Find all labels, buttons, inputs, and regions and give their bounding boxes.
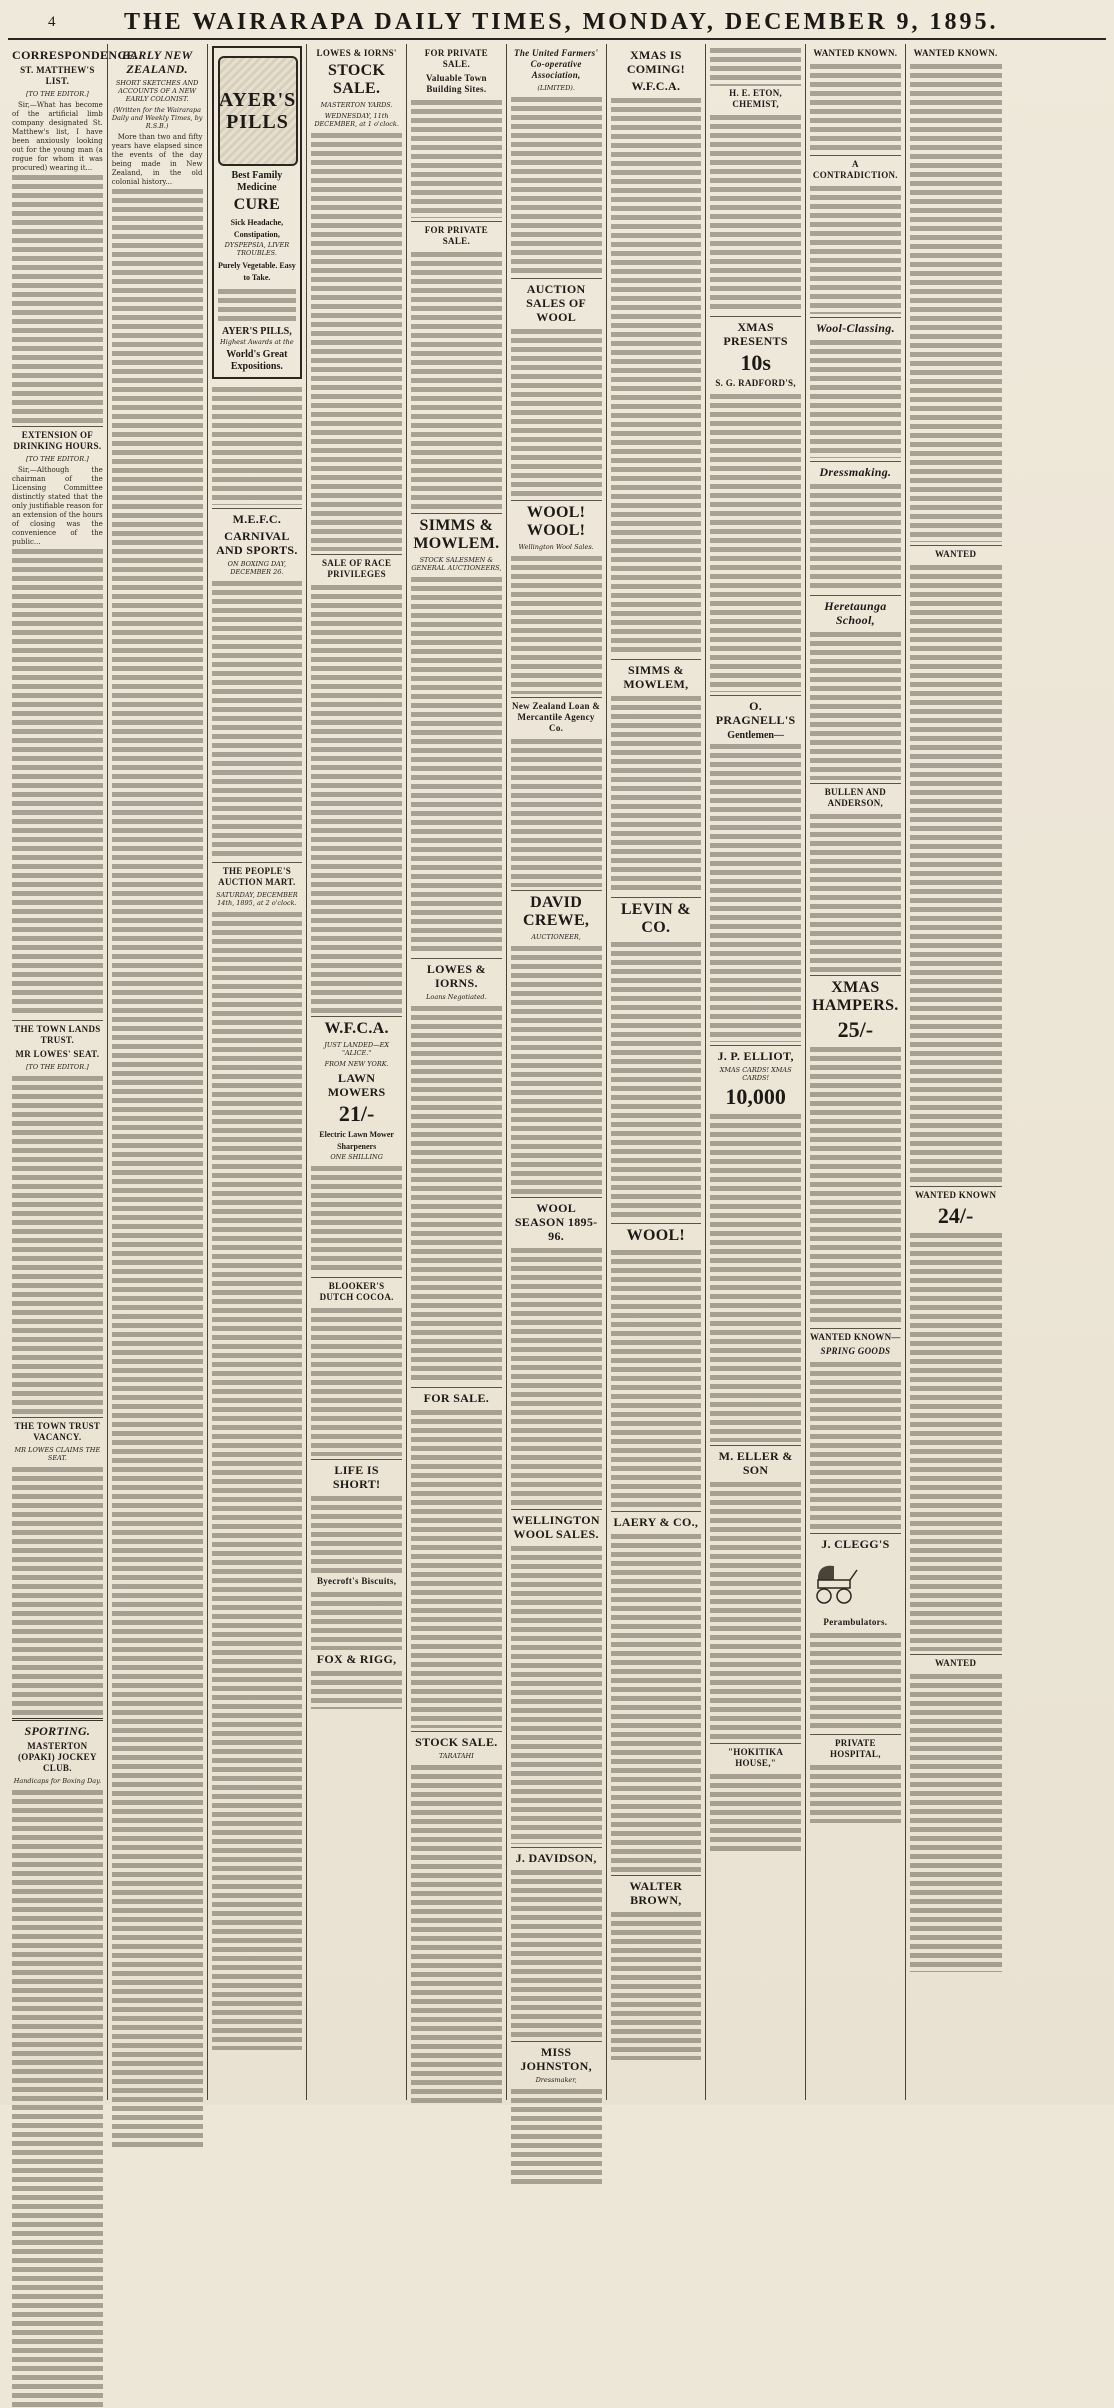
peoples-mart-heading: THE PEOPLE'S AUCTION MART. bbox=[218, 866, 296, 887]
divider bbox=[12, 426, 103, 427]
ad-foot: World's Great Expositions. bbox=[226, 349, 288, 372]
race-list bbox=[12, 1788, 103, 2408]
carnival-org: M.E.F.C. bbox=[232, 512, 282, 526]
editor-note: [TO THE EDITOR.] bbox=[25, 455, 89, 463]
ad-line: Sick Headache, Constipation, bbox=[230, 218, 284, 239]
classing-text bbox=[810, 338, 901, 458]
divider bbox=[611, 1223, 702, 1224]
letter-text: Sir,—Although the chairman of the Licensing Committee distinctly stated that the only justifiable reason for an extension of the hours of closing was the convenience of the public... bbox=[12, 466, 103, 546]
laery-heading: LAERY & CO., bbox=[613, 1515, 699, 1529]
column-7 bbox=[607, 44, 707, 2100]
divider bbox=[311, 1459, 402, 1460]
lowes-iorns-heading: LOWES & IORNS. bbox=[426, 962, 486, 990]
divider bbox=[611, 659, 702, 660]
wool-text bbox=[611, 1248, 702, 1508]
contradiction-heading: A CONTRADICTION. bbox=[812, 159, 898, 180]
wanted-heading: WANTED bbox=[934, 549, 977, 559]
letter-body bbox=[12, 173, 103, 423]
wanted-text bbox=[910, 563, 1002, 1183]
wanted-known-heading: WANTED KNOWN bbox=[914, 1190, 997, 1200]
fox-rigg: FOX & RIGG, bbox=[316, 1652, 397, 1666]
ayers-pills-ad bbox=[212, 46, 303, 379]
dressmaker-sub: Dressmaker, bbox=[535, 2076, 577, 2084]
laery-text bbox=[611, 1532, 702, 1872]
privileges-text bbox=[311, 583, 402, 1013]
wellington-text bbox=[511, 1544, 602, 1844]
loans-sub: Loans Negotiated. bbox=[426, 993, 487, 1001]
elliot-heading: J. P. ELLIOT, bbox=[717, 1049, 794, 1063]
xmas-coming-heading: XMAS IS COMING! bbox=[626, 48, 685, 76]
stock-sale-text bbox=[411, 1763, 502, 2103]
chemist-text bbox=[710, 113, 801, 313]
editor-note: [TO THE EDITOR.] bbox=[25, 1063, 89, 1071]
wfca-heading: W.F.C.A. bbox=[324, 1020, 389, 1037]
divider bbox=[12, 1417, 103, 1418]
radford-text bbox=[710, 392, 801, 692]
xmas-cards-sub: XMAS CARDS! XMAS CARDS! bbox=[719, 1066, 792, 1082]
one-shilling: ONE SHILLING bbox=[330, 1153, 383, 1161]
wanted-known-heading: WANTED KNOWN. bbox=[813, 48, 898, 58]
column-9 bbox=[806, 44, 906, 2100]
wellington-wool-sub: Wellington Wool Sales. bbox=[518, 543, 594, 551]
wfca-line: FROM NEW YORK. bbox=[324, 1060, 389, 1068]
hokitika-text bbox=[710, 1772, 801, 1852]
levin-heading: LEVIN & CO. bbox=[620, 901, 691, 936]
divider bbox=[511, 1847, 602, 1848]
divider bbox=[810, 1734, 901, 1735]
contradiction-text bbox=[810, 184, 901, 314]
wanted-text bbox=[810, 62, 901, 152]
divider bbox=[411, 1731, 502, 1732]
wanted-text bbox=[910, 1231, 1002, 1651]
stock-list bbox=[311, 131, 402, 551]
simms-mowlem-heading: SIMMS & MOWLEM. bbox=[413, 517, 500, 552]
spring-goods: SPRING GOODS bbox=[820, 1346, 891, 1356]
limited-sub: (LIMITED). bbox=[537, 84, 575, 92]
letter-text: Sir,—What has become of the artificial limb company designated St. Matthew's list, I have been anxiously looking out for the young man (a rogue for whom it was procured) wearing it... bbox=[12, 101, 103, 172]
dressmaking-heading: Dressmaking. bbox=[819, 465, 892, 479]
hokitika-heading: "HOKITIKA HOUSE," bbox=[728, 1747, 784, 1768]
auctioneer-sub: AUCTIONEER, bbox=[531, 933, 581, 941]
radford-heading: S. G. RADFORD'S, bbox=[715, 378, 796, 388]
divider bbox=[810, 595, 901, 596]
article-body bbox=[112, 187, 203, 2147]
divider bbox=[311, 1016, 402, 1017]
eller-heading: M. ELLER & SON bbox=[718, 1449, 793, 1477]
divider bbox=[611, 1511, 702, 1512]
divider bbox=[910, 545, 1002, 546]
price-list bbox=[611, 96, 702, 656]
perambulators-sub: Perambulators. bbox=[823, 1617, 888, 1627]
david-crewe-heading: DAVID CREWE, bbox=[522, 894, 590, 929]
gentlemen-sub: Gentlemen— bbox=[727, 730, 784, 741]
ad-foot: Highest Awards at the bbox=[220, 338, 294, 346]
divider bbox=[910, 1654, 1002, 1655]
sporting-heading: SPORTING. bbox=[24, 1724, 91, 1738]
newspaper-title: THE WAIRARAPA DAILY TIMES, MONDAY, DECEMBER 9, 1895. bbox=[123, 8, 999, 35]
early-nz-heading: EARLY NEW ZEALAND. bbox=[121, 48, 193, 76]
divider bbox=[810, 461, 901, 462]
season-text bbox=[511, 1246, 602, 1506]
carnival-heading: CARNIVAL AND SPORTS. bbox=[216, 529, 298, 557]
divider bbox=[810, 317, 901, 318]
farmers-text bbox=[511, 95, 602, 275]
divider bbox=[710, 1045, 801, 1046]
letter-body bbox=[12, 1465, 103, 1715]
simms-text bbox=[411, 575, 502, 955]
early-nz-byline: (Written for the Wairarapa Daily and Weekly Times, by R.S.B.) bbox=[111, 106, 203, 130]
wool-classing-heading: Wool-Classing. bbox=[815, 321, 895, 335]
divider bbox=[511, 697, 602, 698]
page-number: 4 bbox=[48, 13, 57, 30]
divider bbox=[611, 1875, 702, 1876]
lowes-text bbox=[411, 1004, 502, 1384]
early-nz-sub: SHORT SKETCHES AND ACCOUNTS OF A NEW EARLY COLONIST. bbox=[115, 79, 199, 103]
letter-body bbox=[12, 1074, 103, 1414]
pragnell-heading: O. PRAGNELL'S bbox=[715, 699, 796, 727]
divider bbox=[411, 958, 502, 959]
davidson-text bbox=[511, 1868, 602, 2038]
simms-heading: SIMMS & MOWLEM, bbox=[623, 663, 689, 691]
divider bbox=[212, 862, 303, 863]
columns bbox=[8, 44, 1106, 2100]
divider bbox=[511, 1197, 602, 1198]
divider bbox=[710, 1445, 801, 1446]
school-text bbox=[810, 630, 901, 780]
divider bbox=[311, 554, 402, 555]
lawn-mowers-heading: LAWN MOWERS bbox=[327, 1071, 386, 1099]
pill-box-illustration bbox=[218, 56, 298, 166]
masthead bbox=[8, 6, 1106, 40]
cocoa-text bbox=[311, 1306, 402, 1456]
johnston-heading: MISS JOHNSTON, bbox=[520, 2045, 592, 2073]
wanted-known-heading: WANTED KNOWN. bbox=[913, 48, 998, 58]
ad-text bbox=[218, 287, 297, 323]
building-sites-heading: Valuable Town Building Sites. bbox=[425, 73, 487, 94]
divider bbox=[810, 155, 901, 156]
hampers-heading: XMAS HAMPERS. bbox=[812, 979, 899, 1014]
johnston-text bbox=[511, 2087, 602, 2187]
divider bbox=[910, 1186, 1002, 1187]
loan-agency-heading: New Zealand Loan & Mercantile Agency Co. bbox=[512, 701, 601, 733]
davidson-heading: J. DAVIDSON, bbox=[515, 1851, 597, 1865]
perambulator-illustration bbox=[810, 1558, 860, 1608]
eton-heading: H. E. ETON, CHEMIST, bbox=[729, 88, 783, 109]
brown-text bbox=[611, 1910, 702, 2060]
lawn-mower-price: 21/- bbox=[338, 1101, 375, 1126]
divider bbox=[511, 278, 602, 279]
wanted-known-heading: WANTED KNOWN— bbox=[810, 1332, 901, 1342]
carnival-text bbox=[212, 579, 303, 859]
heretaunga-heading: Heretaunga School, bbox=[824, 599, 887, 627]
stock-sale-heading: STOCK SALE. bbox=[415, 1735, 498, 1749]
column-8 bbox=[706, 44, 806, 2100]
column-6 bbox=[507, 44, 607, 2100]
divider bbox=[411, 221, 502, 222]
chemist-text bbox=[710, 46, 801, 86]
clegg-text bbox=[810, 1631, 901, 1731]
agency-text bbox=[511, 737, 602, 887]
wanted-text bbox=[910, 62, 1002, 542]
pragnell-text bbox=[710, 742, 801, 1042]
notice-text bbox=[212, 385, 303, 505]
st-matthews-heading: ST. MATTHEW'S LIST. bbox=[20, 65, 95, 86]
divider bbox=[710, 1743, 801, 1744]
peoples-mart-date: SATURDAY, DECEMBER 14th, 1895, at 2 o'clock. bbox=[216, 891, 298, 907]
wanted-price: 24/- bbox=[937, 1203, 974, 1228]
wfca-line: JUST LANDED—EX "ALICE." bbox=[324, 1041, 389, 1057]
divider bbox=[810, 1533, 901, 1534]
divider bbox=[12, 1718, 103, 1721]
ad-brand: AYER'S bbox=[218, 89, 297, 111]
walter-brown-heading: WALTER BROWN, bbox=[629, 1879, 683, 1907]
extension-heading: EXTENSION OF DRINKING HOURS. bbox=[13, 430, 102, 451]
divider bbox=[710, 695, 801, 696]
divider bbox=[212, 508, 303, 509]
divider bbox=[311, 1277, 402, 1278]
sites-text bbox=[411, 98, 502, 218]
race-privileges-heading: SALE OF RACE PRIVILEGES bbox=[321, 558, 392, 579]
divider bbox=[511, 500, 602, 501]
divider bbox=[411, 513, 502, 514]
divider bbox=[411, 1387, 502, 1388]
ad-line: Best Family Medicine bbox=[231, 170, 283, 193]
divider bbox=[12, 1020, 103, 1021]
hamper-text bbox=[810, 1045, 901, 1325]
wellington-wool-heading: WELLINGTON WOOL SALES. bbox=[512, 1513, 600, 1541]
for-sale-heading: FOR SALE. bbox=[423, 1391, 490, 1405]
wool-heading: WOOL! bbox=[626, 1227, 686, 1244]
stock-sale-heading: STOCK SALE. bbox=[328, 62, 386, 97]
dressmaking-text bbox=[810, 482, 901, 592]
article-text: More than two and fifty years have elapsed since the events of the day being made in New Zealand, in the old colonial history... bbox=[111, 133, 203, 186]
column-4 bbox=[307, 44, 407, 2100]
spring-text bbox=[810, 1360, 901, 1530]
divider bbox=[511, 1509, 602, 1510]
ad-brand-2: PILLS bbox=[226, 111, 289, 133]
yards-sub: MASTERTON YARDS. bbox=[320, 101, 393, 109]
biscuits-text bbox=[311, 1590, 402, 1650]
wool-season-heading: WOOL SEASON 1895-96. bbox=[514, 1201, 598, 1243]
life-short-heading: LIFE IS SHORT! bbox=[332, 1463, 381, 1491]
ad-foot: AYER'S PILLS, bbox=[222, 326, 292, 337]
biscuits-text bbox=[311, 1494, 402, 1574]
cards-count: 10,000 bbox=[725, 1084, 786, 1109]
for-sale-text bbox=[411, 1408, 502, 1728]
sale-text bbox=[411, 250, 502, 510]
divider bbox=[810, 1328, 901, 1329]
town-lands-heading: THE TOWN LANDS TRUST. bbox=[14, 1024, 101, 1045]
cocoa-heading: BLOOKER'S DUTCH COCOA. bbox=[319, 1281, 394, 1302]
wool-sales-heading: AUCTION SALES OF WOOL bbox=[526, 282, 587, 324]
united-farmers-heading: The United Farmers' Co-operative Association, bbox=[514, 48, 599, 80]
wfca-heading: W.F.C.A. bbox=[631, 79, 681, 93]
biscuits-line: Byecroft's Biscuits, bbox=[316, 1576, 397, 1586]
subheading: MR LOWES CLAIMS THE SEAT. bbox=[14, 1446, 101, 1462]
taratahi-sub: TARATAHI bbox=[438, 1752, 474, 1760]
correspondence-heading: CORRESPONDENCE. bbox=[12, 48, 139, 62]
column-5 bbox=[407, 44, 507, 2100]
ad-cure: CURE bbox=[233, 196, 281, 213]
ad-line: Purely Vegetable. Easy to Take. bbox=[217, 261, 296, 282]
carnival-date: ON BOXING DAY, DECEMBER 26. bbox=[227, 560, 287, 576]
hospital-heading: PRIVATE HOSPITAL, bbox=[829, 1738, 881, 1759]
simms-text bbox=[611, 694, 702, 894]
wanted-heading: WANTED bbox=[934, 1658, 977, 1668]
address-text bbox=[311, 1669, 402, 1709]
wool-sales-text bbox=[511, 327, 602, 497]
levin-text bbox=[611, 940, 702, 1220]
hamper-price: 25/- bbox=[837, 1017, 874, 1042]
lowes-seat-heading: MR LOWES' SEAT. bbox=[15, 1049, 100, 1059]
xmas-presents-heading: XMAS PRESENTS bbox=[723, 320, 788, 348]
elliot-text bbox=[710, 1112, 801, 1442]
divider bbox=[511, 890, 602, 891]
bullen-text bbox=[810, 812, 901, 972]
clegg-heading: J. CLEGG'S bbox=[821, 1537, 890, 1551]
divider bbox=[810, 783, 901, 784]
crewe-text bbox=[511, 944, 602, 1194]
jockey-club-heading: MASTERTON (OPAKI) JOCKEY CLUB. bbox=[17, 1741, 97, 1773]
town-trust-heading: THE TOWN TRUST VACANCY. bbox=[14, 1421, 101, 1442]
divider bbox=[710, 316, 801, 317]
column-2 bbox=[108, 44, 208, 2100]
divider bbox=[511, 2041, 602, 2042]
lowes-iorns-heading: LOWES & IORNS' bbox=[316, 48, 397, 58]
eller-text bbox=[710, 1480, 801, 1740]
column-10 bbox=[906, 44, 1006, 2100]
column-3 bbox=[208, 44, 308, 2100]
divider bbox=[810, 975, 901, 976]
sale-date: WEDNESDAY, 11th DECEMBER, at 1 o'clock. bbox=[314, 112, 399, 128]
sharpeners-line: Electric Lawn Mower Sharpeners bbox=[319, 1130, 394, 1151]
bullen-heading: BULLEN AND ANDERSON, bbox=[824, 787, 886, 808]
wool-text bbox=[511, 554, 602, 694]
simms-sub: STOCK SALESMEN & GENERAL AUCTIONEERS, bbox=[411, 556, 502, 572]
column-1 bbox=[8, 44, 139, 2100]
letter-body bbox=[12, 547, 103, 1017]
auction-text bbox=[212, 910, 303, 2050]
handicaps-sub: Handicaps for Boxing Day. bbox=[13, 1777, 102, 1785]
divider bbox=[611, 897, 702, 898]
private-sale-heading: FOR PRIVATE SALE. bbox=[424, 48, 488, 69]
private-sale-heading: FOR PRIVATE SALE. bbox=[424, 225, 488, 246]
wanted-text bbox=[910, 1672, 1002, 1972]
editor-note: [TO THE EDITOR.] bbox=[25, 90, 89, 98]
ad-line: DYSPEPSIA, LIVER TROUBLES. bbox=[224, 241, 290, 257]
wool-wool-heading: WOOL! WOOL! bbox=[526, 504, 586, 539]
xmas-price: 10s bbox=[740, 350, 771, 375]
hospital-text bbox=[810, 1763, 901, 1823]
wfca-text bbox=[311, 1164, 402, 1274]
